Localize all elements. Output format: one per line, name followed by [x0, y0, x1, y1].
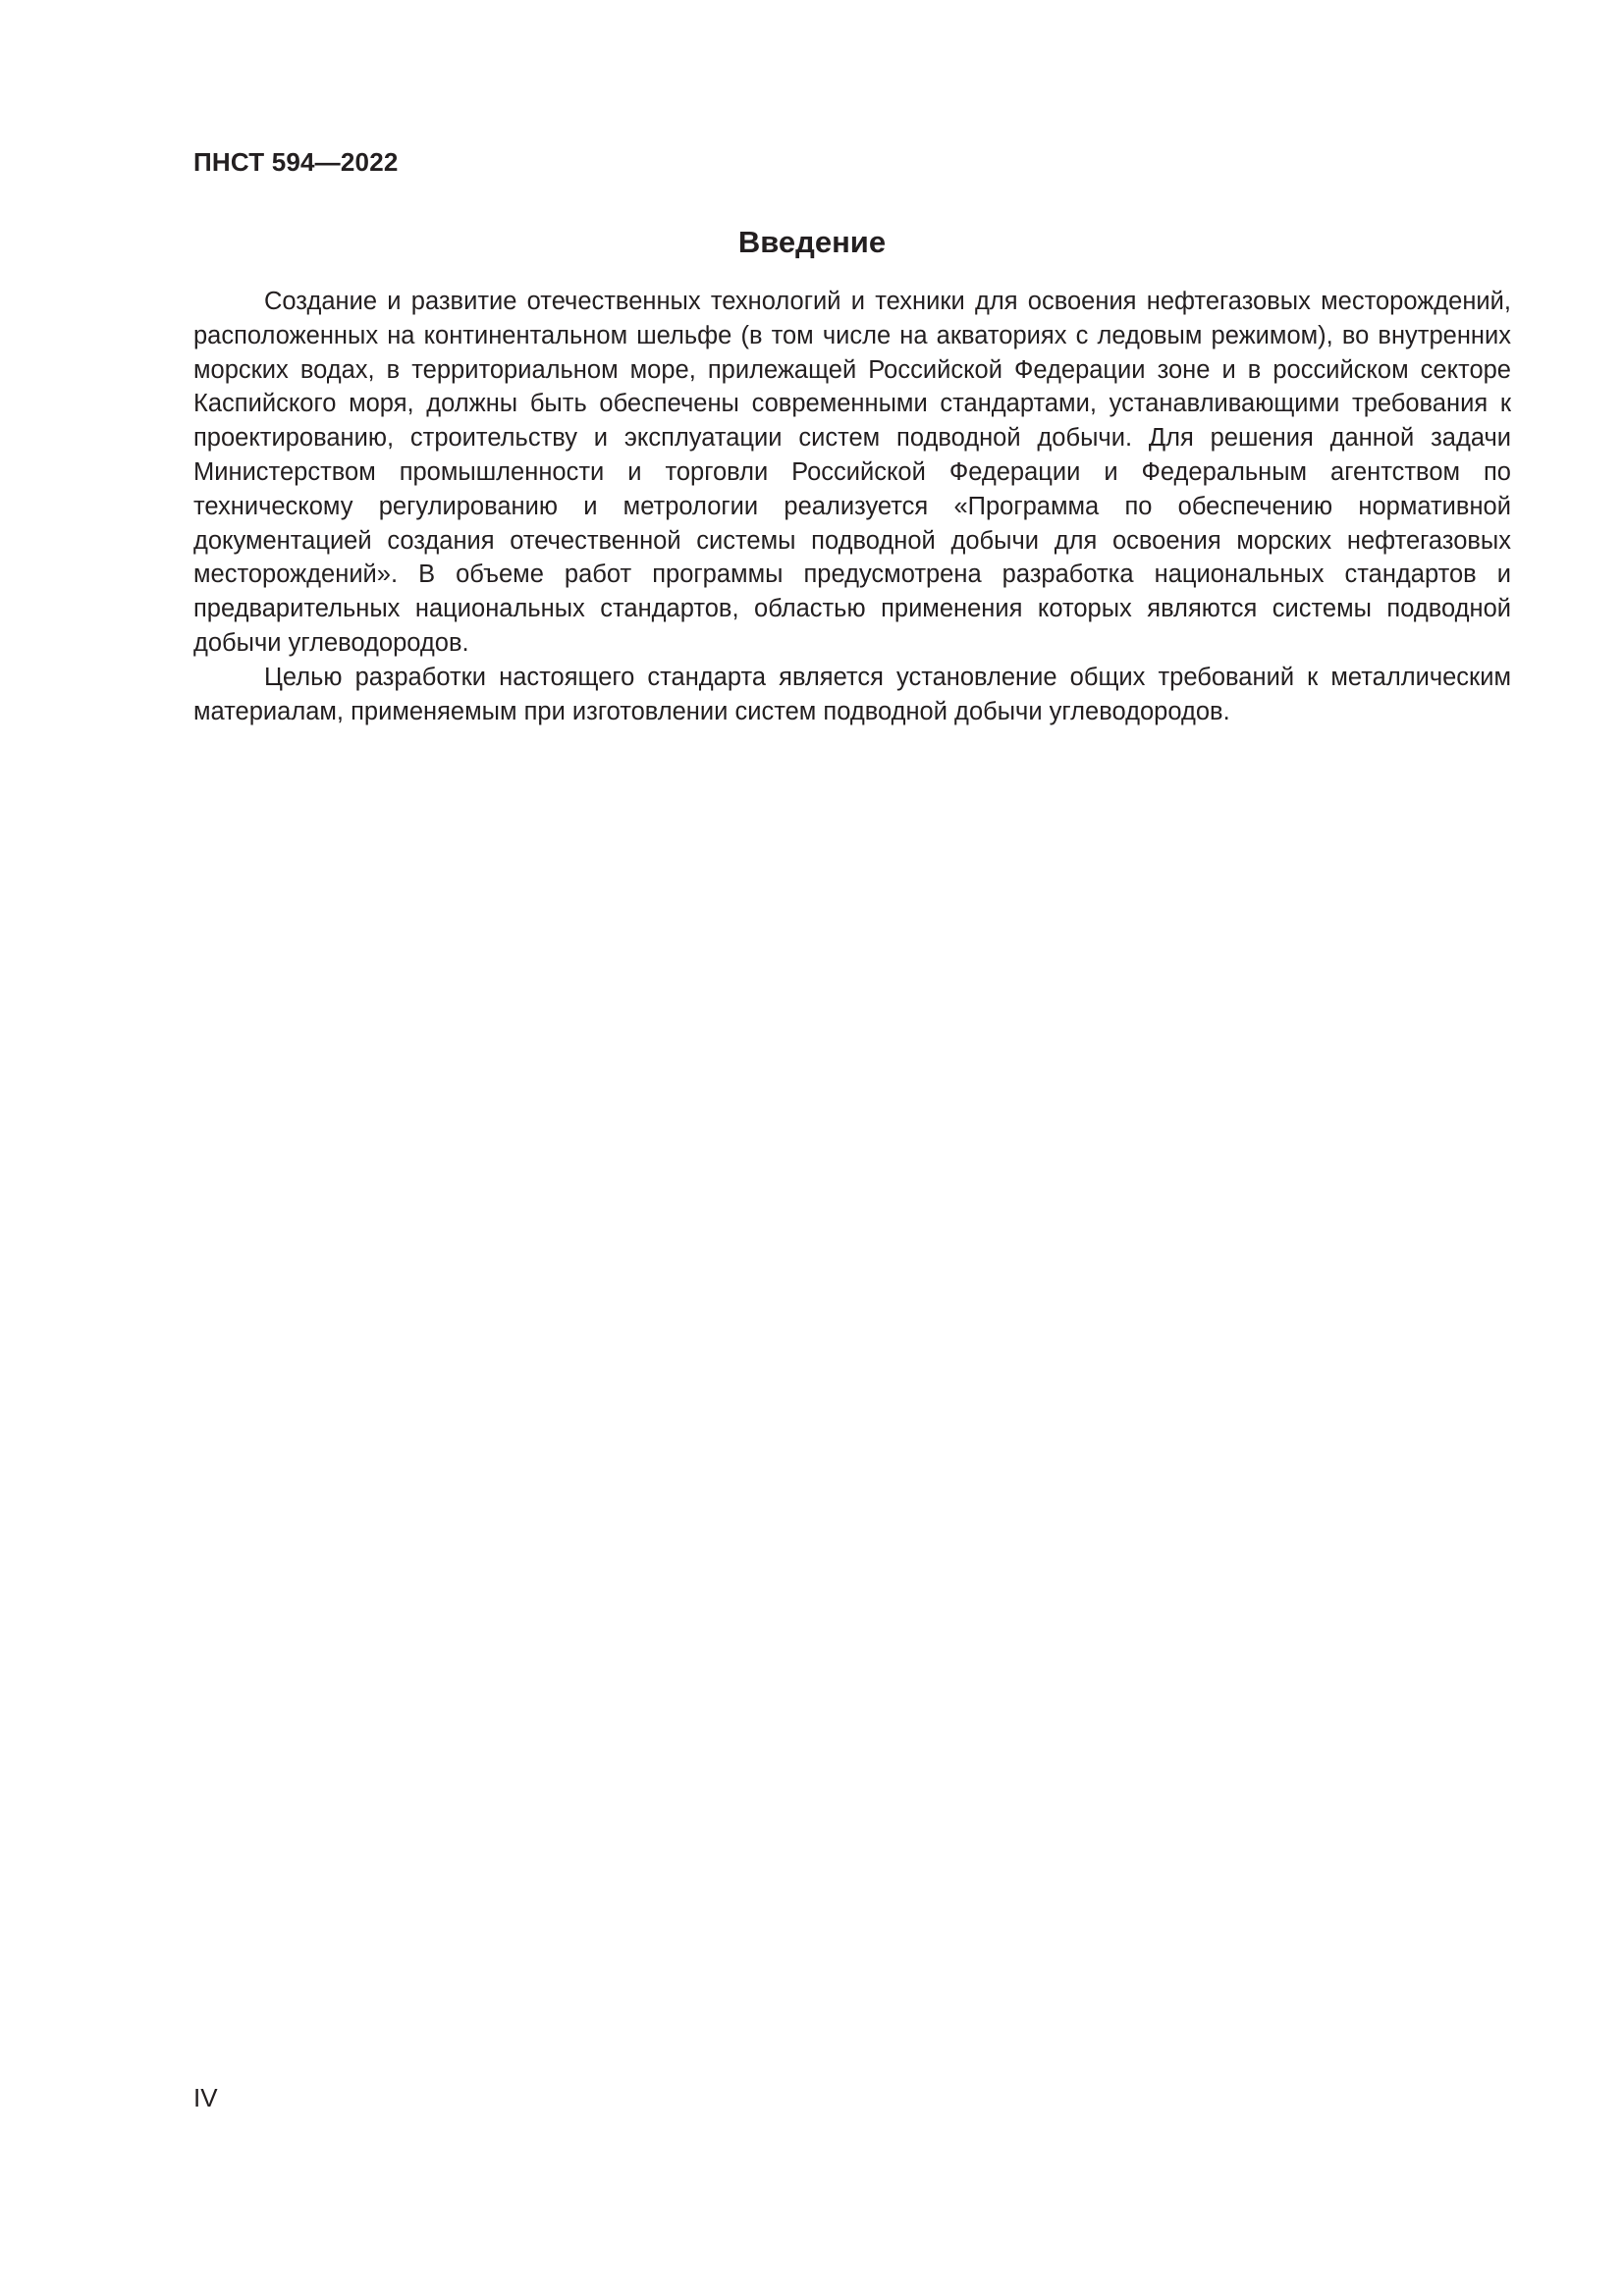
section-title: Введение [737, 225, 887, 259]
body-text [193, 285, 1511, 728]
paragraph: Создание и развитие отечественных технологий и техники для освоения нефтегазовых месторождений, расположенных на континентальном шельфе (в том числе на акваториях с ледовым режимом), во внутренних морских водах, в территориальном море, прилежащей Российской Федерации зоне и в российском секторе Каспийского моря, должны быть обеспечены современными стандартами, устанавливающими требования к проектированию, строительству и эксплуатации систем подводной добычи. Для решения данной задачи Министерством промышленности и торговли Российской Федерации и Федеральным агентством по техническому регулированию и метрологии реализуется «Программа по обеспечению нормативной документацией создания отечественной системы подводной добычи для освоения морских нефтегазовых месторождений». В объеме работ программы предусмотрена разработка национальных стандартов и предварительных национальных стандартов, областью применения которых являются системы подводной добычи углеводородов. [193, 288, 1511, 657]
page-number: IV [193, 2083, 218, 2112]
document-code: ПНСТ 594—2022 [193, 147, 399, 177]
paragraph: Целью разработки настоящего стандарта является установление общих требований к металлическим материалам, применяемым при изготовлении систем подводной добычи углеводородов. [193, 663, 1511, 725]
